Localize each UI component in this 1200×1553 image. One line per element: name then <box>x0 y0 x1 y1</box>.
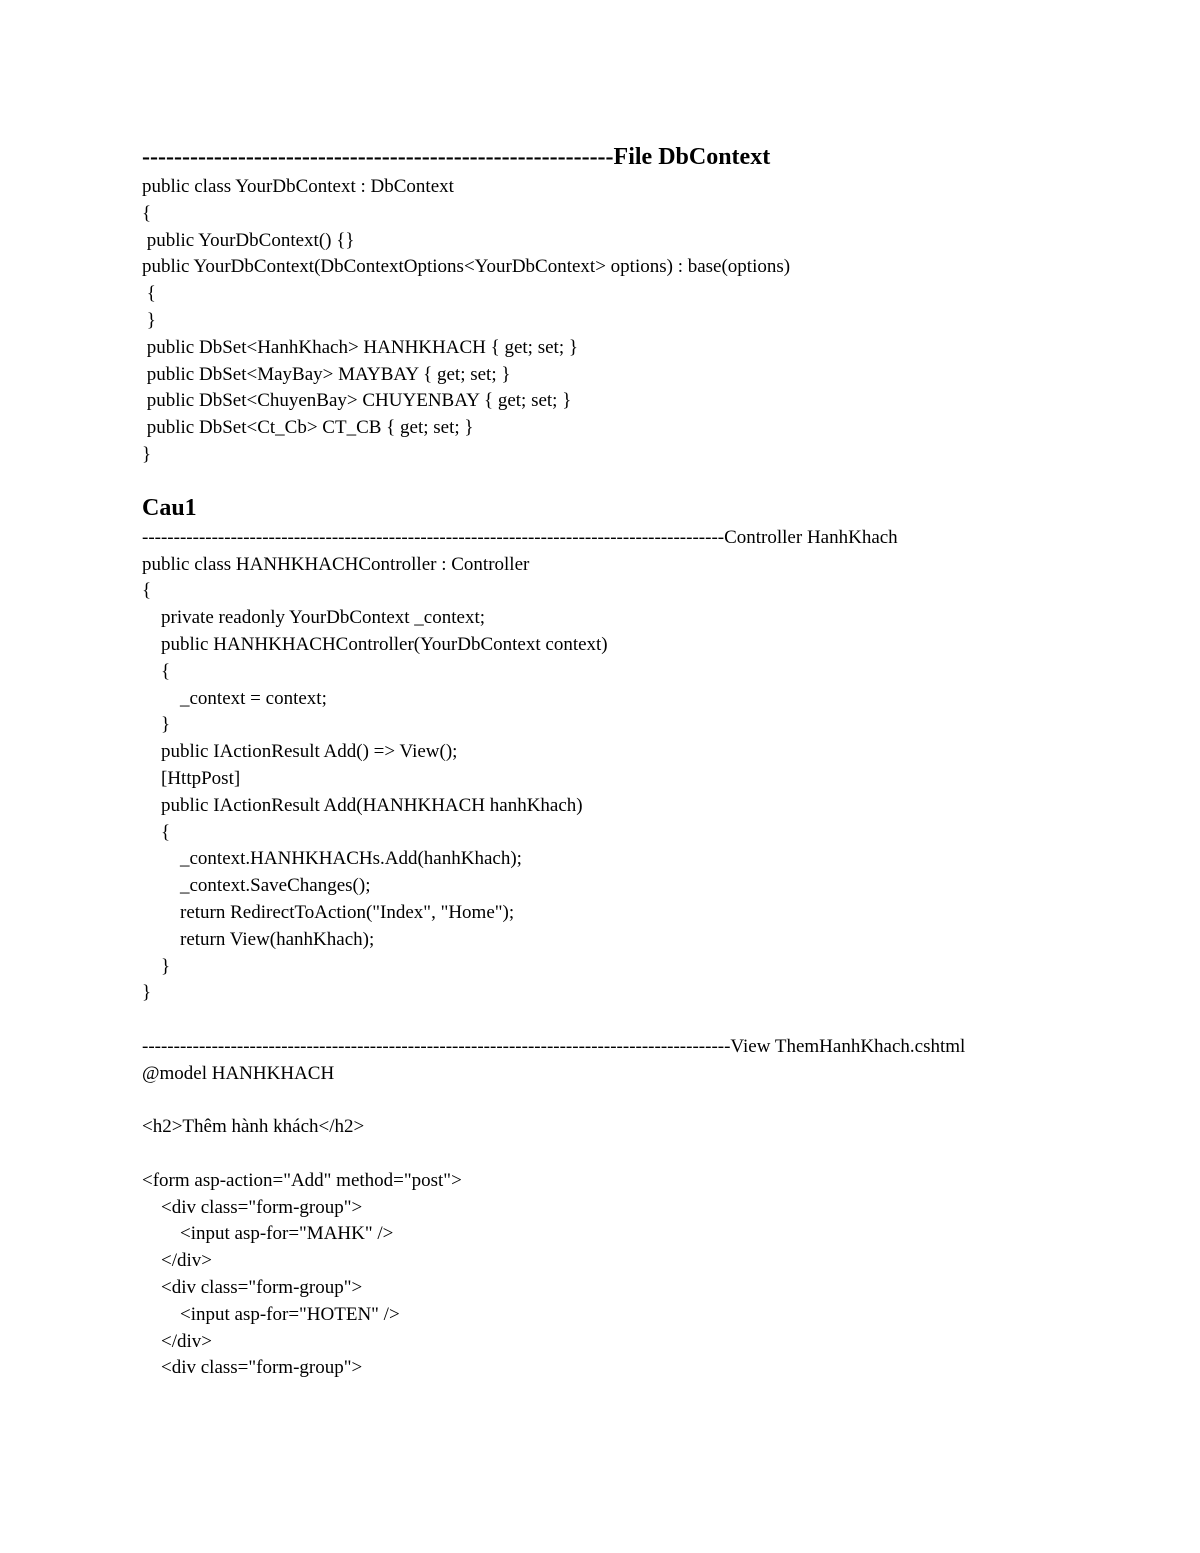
spacer <box>142 469 1142 491</box>
code-line: </div> <box>142 1330 212 1352</box>
code-line: <form asp-action="Add" method="post"> <box>142 1169 462 1191</box>
code-line: public DbSet<MayBay> MAYBAY { get; set; } <box>142 363 511 385</box>
code-line: public DbSet<HanhKhach> HANHKHACH { get; set; } <box>142 336 578 358</box>
view-divider: ---------------------------------------------------------------------------------------------View ThemHanhKhach.cshtml <box>142 1035 966 1057</box>
code-line: <h2>Thêm hành khách</h2> <box>142 1116 365 1138</box>
code-line: public YourDbContext(DbContextOptions<YourDbContext> options) : base(options) <box>142 256 791 278</box>
code-line: public class HANHKHACHController : Controller <box>142 553 530 575</box>
code-line: return View(hanhKhach); <box>142 928 375 950</box>
controller-divider: --------------------------------------------------------------------------------------------Controller HanhKhach <box>142 526 898 548</box>
controller-code-block <box>142 552 1142 1008</box>
code-line: public DbSet<Ct_Cb> CT_CB { get; set; } <box>142 417 474 439</box>
dbcontext-heading: -----------------------------------------------------------File DbContext <box>142 144 771 170</box>
code-line: private readonly YourDbContext _context; <box>142 607 486 629</box>
code-line: <div class="form-group"> <box>142 1196 363 1218</box>
code-line: public IActionResult Add(HANHKHACH hanhKhach) <box>142 794 583 816</box>
code-line: _context = context; <box>142 687 327 709</box>
code-line: return RedirectToAction("Index", "Home"); <box>142 901 515 923</box>
code-line: { <box>142 660 171 682</box>
document-page <box>142 140 1142 1382</box>
code-line: <div class="form-group"> <box>142 1357 363 1379</box>
code-line: { <box>142 202 152 224</box>
code-line: } <box>142 309 156 331</box>
cau1-heading: Cau1 <box>142 494 197 521</box>
dbcontext-code-block <box>142 174 1142 469</box>
code-line: public DbSet<ChuyenBay> CHUYENBAY { get; set; } <box>142 390 572 412</box>
code-line: <input asp-for="MAHK" /> <box>142 1223 394 1245</box>
code-line: } <box>142 714 171 736</box>
code-line: public class YourDbContext : DbContext <box>142 176 454 197</box>
code-line <box>142 1141 1142 1168</box>
code-line: <div class="form-group"> <box>142 1277 363 1299</box>
code-line: <input asp-for="HOTEN" /> <box>142 1303 400 1325</box>
code-line: </div> <box>142 1250 212 1272</box>
code-line: public HANHKHACHController(YourDbContext context) <box>142 633 608 655</box>
code-line: { <box>142 580 152 602</box>
code-line: @model HANHKHACH <box>142 1062 335 1084</box>
code-line: } <box>142 955 171 977</box>
code-line: _context.HANHKHACHs.Add(hanhKhach); <box>142 848 522 870</box>
code-line: } <box>142 443 152 465</box>
code-line: public YourDbContext() {} <box>142 229 355 251</box>
code-line: { <box>142 283 156 305</box>
code-line: [HttpPost] <box>142 767 241 789</box>
spacer <box>142 1007 1142 1034</box>
code-line: _context.SaveChanges(); <box>142 875 371 897</box>
code-line: } <box>142 982 152 1004</box>
view-code-block <box>142 1061 1142 1383</box>
code-line: { <box>142 821 171 843</box>
code-line: public IActionResult Add() => View(); <box>142 741 458 763</box>
code-line <box>142 1088 1142 1115</box>
